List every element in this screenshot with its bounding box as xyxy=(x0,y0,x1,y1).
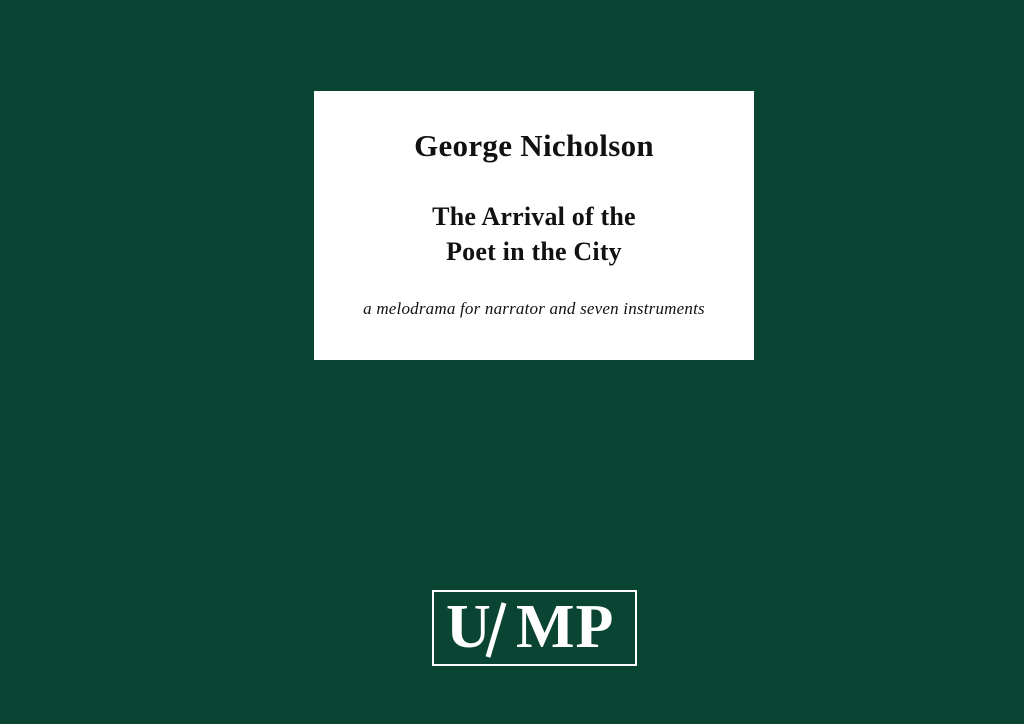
ump-publisher-logo xyxy=(432,590,637,666)
ump-logo-icon xyxy=(440,595,630,661)
work-title-line-1: The Arrival of the xyxy=(432,202,636,232)
work-title-line-2: Poet in the City xyxy=(446,237,622,267)
work-title xyxy=(432,199,636,269)
work-subtitle: a melodrama for narrator and seven instruments xyxy=(363,299,705,319)
ump-logo-right-letters: MP xyxy=(515,595,614,661)
ump-logo-left-letters: U xyxy=(445,595,492,661)
title-card xyxy=(314,91,754,360)
composer-name: George Nicholson xyxy=(414,128,654,163)
